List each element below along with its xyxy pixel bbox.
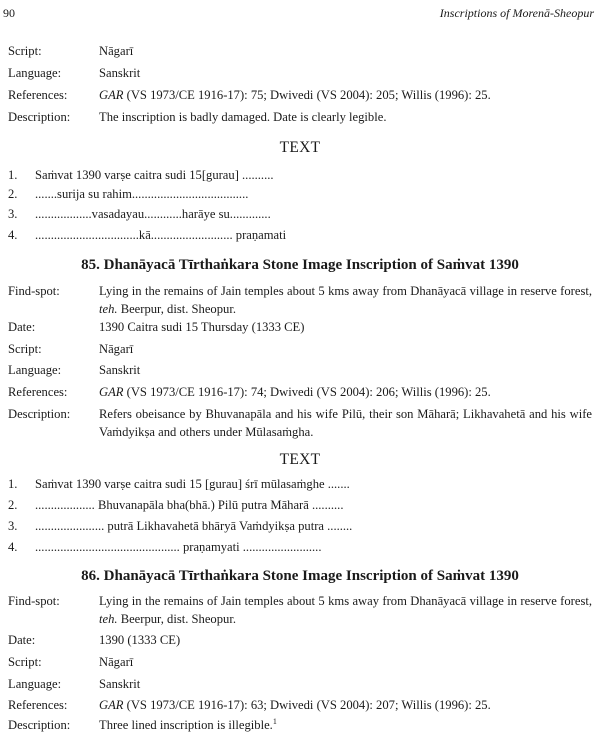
text-line bbox=[8, 518, 352, 534]
line-text: Saṁvat 1390 varṣe caitra sudi 15 [gurau] śrī mūlasaṁghe ....... bbox=[35, 477, 350, 491]
field-language bbox=[8, 361, 592, 379]
line-text: .......surija su rahim..................................... bbox=[35, 187, 249, 201]
text-heading: TEXT bbox=[279, 139, 321, 156]
field-language bbox=[8, 675, 592, 693]
line-text: Saṁvat 1390 varṣe caitra sudi 15[gurau] .......... bbox=[35, 168, 274, 182]
footnote-marker[interactable]: 1 bbox=[272, 716, 277, 726]
text-line bbox=[8, 497, 343, 513]
line-number: 3. bbox=[8, 207, 18, 221]
line-number: 4. bbox=[8, 228, 18, 242]
line-text: ..................vasadayau............harāye su............. bbox=[35, 207, 271, 221]
line-number: 1. bbox=[8, 168, 18, 182]
field-value: The inscription is badly damaged. Date is clearly legible. bbox=[99, 110, 387, 124]
field-findspot bbox=[8, 282, 592, 318]
line-number: 3. bbox=[8, 519, 18, 533]
section-heading-86: 86. Dhanāyacā Tīrthaṅkara Stone Image Inscription of Saṁvat 1390 bbox=[81, 568, 519, 584]
field-label: References: bbox=[8, 698, 68, 712]
description-text: Three lined inscription is illegible. bbox=[99, 718, 273, 732]
field-value: Sanskrit bbox=[99, 363, 141, 377]
references-text: (VS 1973/CE 1916-17): 63; Dwivedi (VS 2004): 207; Willis (1996): 25. bbox=[123, 698, 491, 712]
field-label: Description: bbox=[8, 407, 71, 421]
field-references bbox=[8, 383, 592, 401]
line-text: .................................kā.......................... praṇamati bbox=[35, 228, 287, 242]
field-label: Script: bbox=[8, 342, 42, 356]
field-label: Find-spot: bbox=[8, 284, 60, 298]
field-value: Sanskrit bbox=[99, 677, 141, 691]
tehsil-abbrev: teh. bbox=[99, 612, 118, 626]
field-value bbox=[99, 592, 592, 628]
field-label: Find-spot: bbox=[8, 594, 60, 608]
line-text: ................... Bhuvanapāla bha(bhā.) Pilū putra Māharā .......... bbox=[35, 498, 344, 512]
line-number: 4. bbox=[8, 540, 18, 554]
findspot-text-end: Beerpur, dist. Sheopur. bbox=[117, 302, 236, 316]
page-number: 90 bbox=[3, 6, 15, 20]
text-line bbox=[8, 539, 321, 555]
field-value bbox=[99, 383, 592, 401]
field-script bbox=[8, 653, 592, 671]
field-findspot bbox=[8, 592, 592, 628]
field-label: Description: bbox=[8, 718, 71, 732]
field-references bbox=[8, 86, 592, 104]
field-script bbox=[8, 340, 592, 358]
field-label: Script: bbox=[8, 44, 42, 58]
text-heading: TEXT bbox=[279, 451, 321, 468]
findspot-text: Lying in the remains of Jain temples about 5 kms away from Dhanāyacā village in reserve forest, bbox=[99, 284, 592, 298]
references-text: (VS 1973/CE 1916-17): 75; Dwivedi (VS 2004): 205; Willis (1996): 25. bbox=[123, 88, 491, 102]
text-line bbox=[8, 476, 350, 492]
field-value bbox=[99, 282, 592, 318]
field-language bbox=[8, 64, 592, 82]
field-value: Sanskrit bbox=[99, 66, 141, 80]
field-value: Refers obeisance by Bhuvanapāla and his wife Pilū, their son Māharā; Likhavahetā and his wife Vaṁdyikṣa and others under Mūlasaṁgha. bbox=[99, 407, 592, 439]
field-date bbox=[8, 318, 592, 336]
line-number: 2. bbox=[8, 187, 18, 201]
field-label: Date: bbox=[8, 320, 36, 334]
field-value bbox=[99, 86, 592, 104]
field-value: Nāgarī bbox=[99, 44, 134, 58]
text-line bbox=[8, 227, 286, 243]
field-label: Date: bbox=[8, 633, 36, 647]
section-heading-85: 85. Dhanāyacā Tīrthaṅkara Stone Image Inscription of Saṁvat 1390 bbox=[81, 257, 519, 273]
field-description bbox=[8, 108, 592, 126]
field-value: Nāgarī bbox=[99, 655, 134, 669]
references-text: (VS 1973/CE 1916-17): 74; Dwivedi (VS 2004): 206; Willis (1996): 25. bbox=[123, 385, 491, 399]
field-value: Nāgarī bbox=[99, 342, 134, 356]
field-value bbox=[99, 696, 592, 714]
field-description bbox=[8, 716, 592, 734]
journal-abbrev: GAR bbox=[99, 698, 124, 712]
line-number: 1. bbox=[8, 477, 18, 491]
tehsil-abbrev: teh. bbox=[99, 302, 118, 316]
running-title: Inscriptions of Morenā-Sheopur bbox=[439, 6, 594, 20]
line-text: .............................................. praṇamyati ......................... bbox=[35, 540, 322, 554]
line-text: ...................... putrā Likhavahetā bhāryā Vaṁdyikṣa putra ........ bbox=[35, 519, 353, 533]
field-value: 1390 (1333 CE) bbox=[99, 633, 181, 647]
findspot-text-end: Beerpur, dist. Sheopur. bbox=[117, 612, 236, 626]
field-description bbox=[8, 405, 592, 441]
field-script bbox=[8, 42, 592, 60]
text-line bbox=[8, 206, 271, 222]
journal-abbrev: GAR bbox=[99, 88, 124, 102]
field-label: Language: bbox=[8, 677, 62, 691]
text-line bbox=[8, 167, 274, 183]
journal-abbrev: GAR bbox=[99, 385, 124, 399]
field-references bbox=[8, 696, 592, 714]
field-label: References: bbox=[8, 385, 68, 399]
field-label: References: bbox=[8, 88, 68, 102]
field-label: Language: bbox=[8, 66, 62, 80]
field-value bbox=[99, 716, 592, 734]
findspot-text: Lying in the remains of Jain temples about 5 kms away from Dhanāyacā village in reserve forest, bbox=[99, 594, 592, 608]
field-label: Script: bbox=[8, 655, 42, 669]
line-number: 2. bbox=[8, 498, 18, 512]
field-label: Language: bbox=[8, 363, 62, 377]
field-label: Description: bbox=[8, 110, 71, 124]
field-value: 1390 Caitra sudi 15 Thursday (1333 CE) bbox=[99, 320, 305, 334]
text-line bbox=[8, 186, 248, 202]
field-date bbox=[8, 631, 592, 649]
